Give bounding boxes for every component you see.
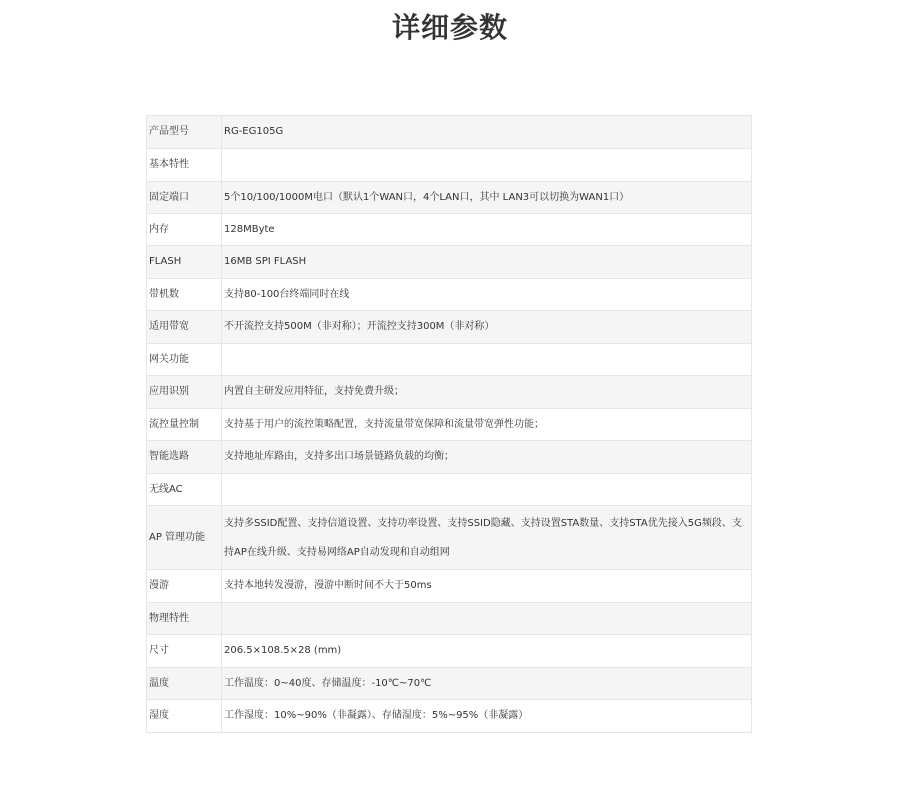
row-label: 内存 [147,214,222,246]
row-value [222,603,752,635]
row-value: 支持本地转发漫游，漫游中断时间不大于50ms [222,570,752,603]
section-label: 物理特性 [147,603,222,635]
row-label: AP 管理功能 [147,506,222,570]
section-row-gateway [147,344,752,376]
section-row-basic [147,149,752,182]
table-row-model [147,116,752,149]
table-row-memory [147,214,752,246]
row-label: 流控量控制 [147,409,222,441]
table-row-ap-management [147,506,752,570]
row-label: 适用带宽 [147,311,222,344]
row-value: 支持地址库路由，支持多出口场景链路负载的均衡； [222,441,752,474]
table-row-capacity [147,279,752,311]
row-label: 温度 [147,668,222,700]
row-value: 内置自主研发应用特征，支持免费升级； [222,376,752,409]
row-value: 5个10/100/1000M电口（默认1个WAN口，4个LAN口，其中 LAN3可以切换为WAN1口） [222,182,752,214]
table-row-app-recognition [147,376,752,409]
row-label: 带机数 [147,279,222,311]
section-label: 网关功能 [147,344,222,376]
table-row-humidity [147,700,752,733]
row-label: 产品型号 [147,116,222,149]
table-row-ports [147,182,752,214]
row-value: 支持80-100台终端同时在线 [222,279,752,311]
row-label: 尺寸 [147,635,222,668]
row-label: 应用识别 [147,376,222,409]
row-label: 漫游 [147,570,222,603]
row-value: 206.5×108.5×28 (mm) [222,635,752,668]
table-row-roaming [147,570,752,603]
table-row-flash [147,246,752,279]
section-label: 无线AC [147,474,222,506]
table-row-routing [147,441,752,474]
table-row-temperature [147,668,752,700]
table-row-flow-control [147,409,752,441]
row-value: 支持多SSID配置、支持信道设置、支持功率设置、支持SSID隐藏、支持设置STA数量、支持STA优先接入5G频段、支持AP在线升级、支持易网络AP自动发现和自动组网 [222,506,752,570]
row-label: 智能选路 [147,441,222,474]
spec-table [146,115,752,733]
section-row-physical [147,603,752,635]
table-row-bandwidth [147,311,752,344]
row-value [222,149,752,182]
row-label: FLASH [147,246,222,279]
row-value: 不开流控支持500M（非对称）；开流控支持300M（非对称） [222,311,752,344]
row-value: RG-EG105G [222,116,752,149]
row-label: 固定端口 [147,182,222,214]
row-value: 128MByte [222,214,752,246]
section-label: 基本特性 [147,149,222,182]
row-value [222,474,752,506]
section-row-wireless [147,474,752,506]
page-title: 详细参数 [391,11,508,44]
table-row-dimensions [147,635,752,668]
row-value: 工作湿度：10%~90%（非凝露）、存储湿度：5%~95%（非凝露） [222,700,752,733]
row-value: 支持基于用户的流控策略配置，支持流量带宽保障和流量带宽弹性功能； [222,409,752,441]
row-value: 工作温度：0~40度、存储温度：-10℃~70℃ [222,668,752,700]
row-value [222,344,752,376]
row-value: 16MB SPI FLASH [222,246,752,279]
row-label: 湿度 [147,700,222,733]
